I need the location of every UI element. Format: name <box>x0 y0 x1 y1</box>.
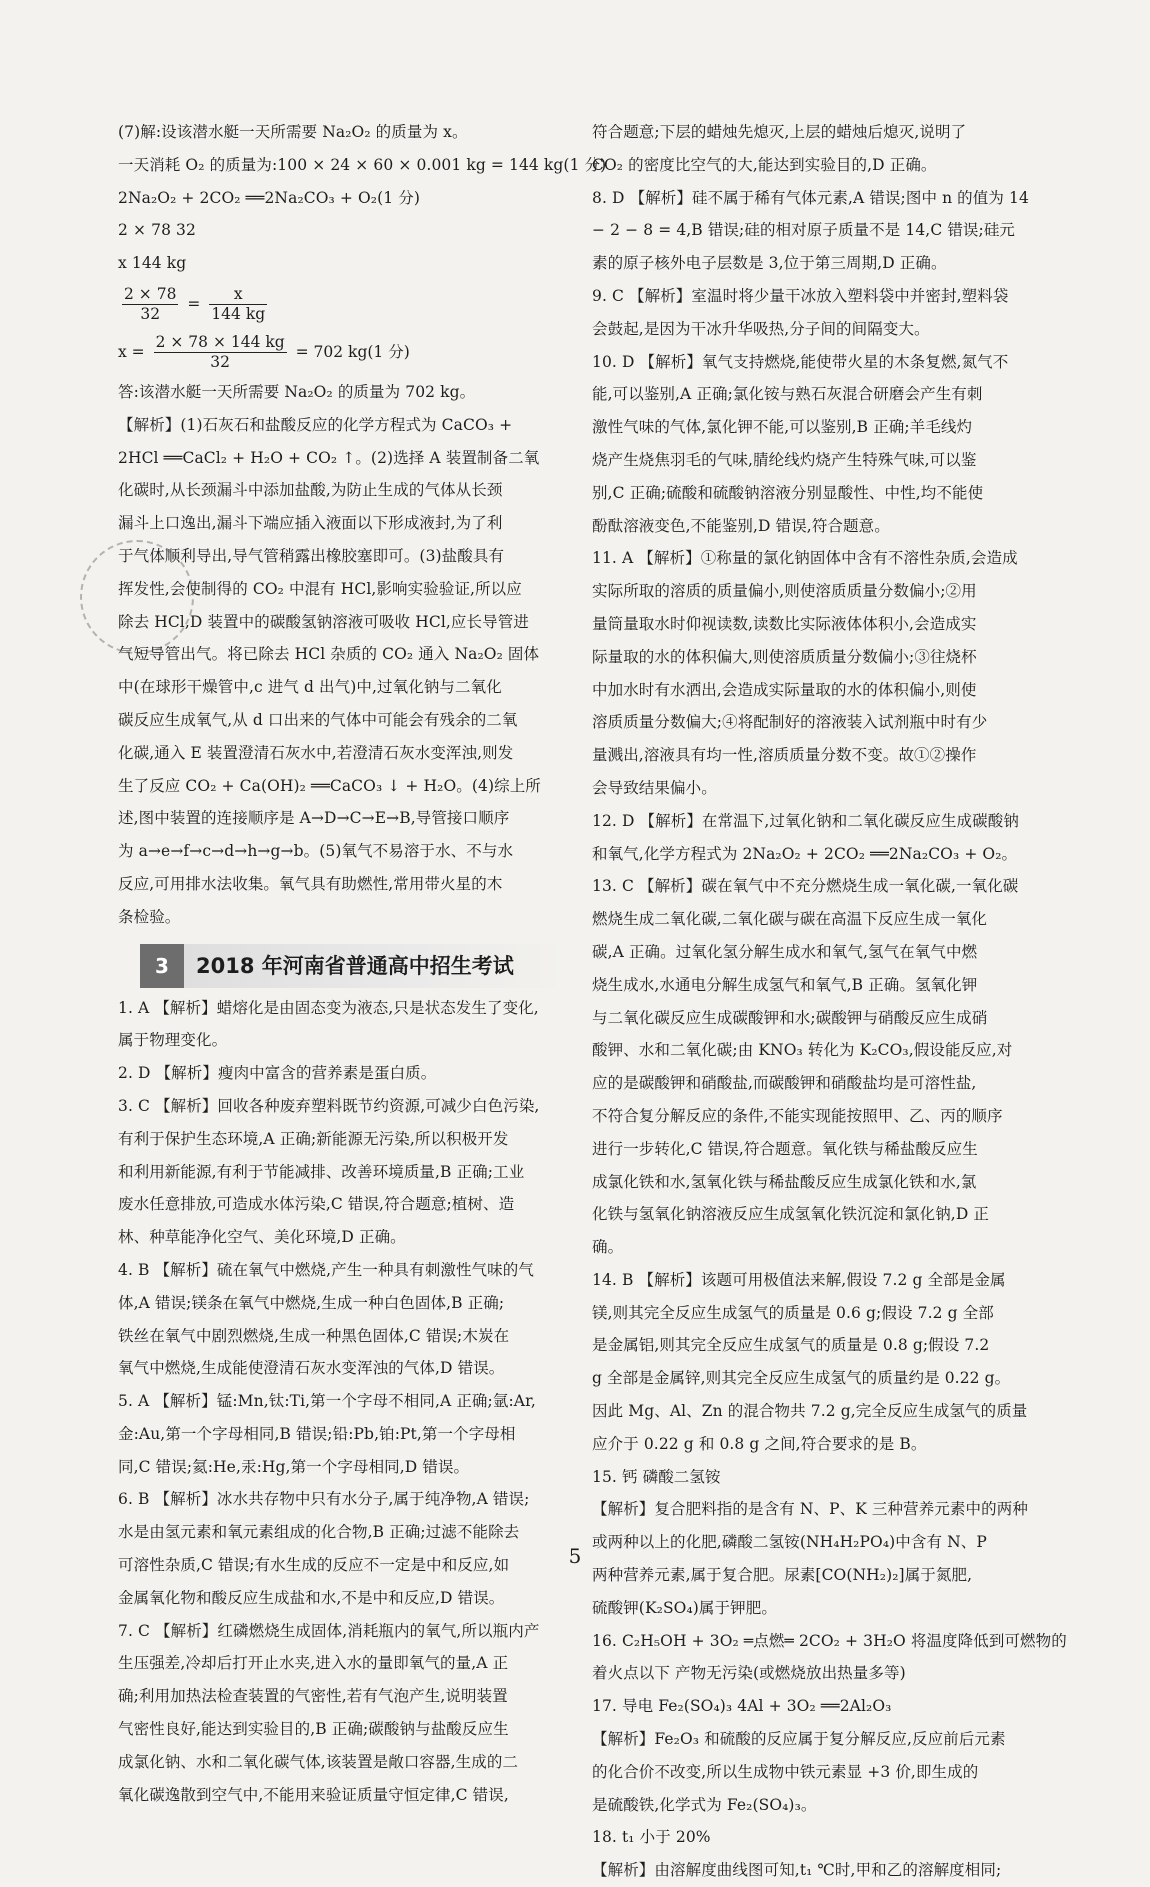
text-line: 气密性良好,能达到实验目的,B 正确;碳酸钠与盐酸反应生 <box>118 1720 509 1739</box>
text-line: 同,C 错误;氦:He,汞:Hg,第一个字母相同,D 错误。 <box>118 1457 470 1476</box>
text-line: 是金属铝,则其完全反应生成氢气的质量是 0.8 g;假设 7.2 <box>592 1336 990 1355</box>
solve-equation: x = $\frac{2 \times 78 \times 144 kg}{32}$ = 702 kg(1 分) <box>118 333 410 372</box>
section-number: 3 <box>140 944 184 988</box>
text-line: 4. B 【解析】硫在氧气中燃烧,产生一种具有刺激性气味的气 <box>118 1260 534 1279</box>
proportion-equation: $\frac{2 \times 78}{32}$ = $\frac{x}{144 kg}$ <box>124 285 266 324</box>
text-line: 1. A 【解析】蜡熔化是由固态变为液态,只是状态发生了变化, <box>118 998 539 1017</box>
text-line: 可溶性杂质,C 错误;有水生成的反应不一定是中和反应,如 <box>118 1556 510 1575</box>
text-line: 2. D 【解析】瘦肉中富含的营养素是蛋白质。 <box>118 1064 437 1083</box>
text-line: 条检验。 <box>118 907 181 926</box>
text-line: 金属氧化物和酸反应生成盐和水,不是中和反应,D 错误。 <box>118 1588 505 1607</box>
text-line: 12. D 【解析】在常温下,过氧化钠和二氧化碳反应生成碳酸钠 <box>592 811 1019 830</box>
text-line: 激性气味的气体,氯化钾不能,可以鉴别,B 正确;羊毛线灼 <box>592 418 973 437</box>
text-line: 8. D 【解析】硅不属于稀有气体元素,A 错误;图中 n 的值为 14 <box>592 188 1029 207</box>
text-line: 金:Au,第一个字母相同,B 错误;铅:Pb,铂:Pt,第一个字母相 <box>118 1424 516 1443</box>
fraction-left: $\frac{2 \times 78}{32}$ <box>124 285 177 324</box>
text-line: 量溅出,溶液具有均一性,溶质质量分数不变。故①②操作 <box>592 746 977 765</box>
text-line: 的化合价不改变,所以生成物中铁元素显 +3 价,即生成的 <box>592 1762 979 1781</box>
text-line: 除去 HCl,D 装置中的碳酸氢钠溶液可吸收 HCl,应长导管进 <box>118 612 529 631</box>
fraction-solve: $\frac{2 \times 78 \times 144 kg}{32}$ <box>155 333 285 372</box>
text-line: 11. A 【解析】①称量的氯化钠固体中含有不溶性杂质,会造成 <box>592 549 1018 568</box>
text-line: 【解析】(1)石灰石和盐酸反应的化学方程式为 CaCO₃ + <box>118 415 513 434</box>
text-line: 3. C 【解析】回收各种废弃塑料既节约资源,可减少白色污染, <box>118 1096 540 1115</box>
text-line: 10. D 【解析】氧气支持燃烧,能使带火星的木条复燃,氮气不 <box>592 352 1009 371</box>
text-line: 镁,则其完全反应生成氢气的质量是 0.6 g;假设 7.2 g 全部 <box>592 1303 994 1322</box>
text-line: 化碳时,从长颈漏斗中添加盐酸,为防止生成的气体从长颈 <box>118 481 503 500</box>
text-line: 应的是碳酸钾和硝酸盐,而碳酸钾和硝酸盐均是可溶性盐, <box>592 1074 977 1093</box>
text-line: 【解析】Fe₂O₃ 和硫酸的反应属于复分解反应,反应前后元素 <box>592 1730 1006 1749</box>
text-line: 会导致结果偏小。 <box>592 778 717 797</box>
text-line: 确。 <box>592 1238 624 1257</box>
text-line: 挥发性,会使制得的 CO₂ 中混有 HCl,影响实验验证,所以应 <box>118 579 522 598</box>
text-line: 【解析】复合肥料指的是含有 N、P、K 三种营养元素中的两种 <box>592 1500 1028 1519</box>
text-line: 应介于 0.22 g 和 0.8 g 之间,符合要求的是 B。 <box>592 1434 927 1453</box>
text-line: 中加水时有水洒出,会造成实际量取的水的体积偏小,则使 <box>592 680 977 699</box>
text-line: 溶质质量分数偏大;④将配制好的溶液装入试剂瓶中时有少 <box>592 713 988 732</box>
text-line: 7. C 【解析】红磷燃烧生成固体,消耗瓶内的氧气,所以瓶内产 <box>118 1621 540 1640</box>
text-line: 6. B 【解析】冰水共存物中只有水分子,属于纯净物,A 错误; <box>118 1490 530 1509</box>
text-line: 烧生成水,水通电分解生成氢气和氧气,B 正确。氢氧化钾 <box>592 975 978 994</box>
text-line: 因此 Mg、Al、Zn 的混合物共 7.2 g,完全反应生成氢气的质量 <box>592 1402 1028 1421</box>
text-line: 和利用新能源,有利于节能减排、改善环境质量,B 正确;工业 <box>118 1162 525 1181</box>
text-line: 反应,可用排水法收集。氧气具有助燃性,常用带火星的木 <box>118 874 503 893</box>
text-line: 答:该潜水艇一天所需要 Na₂O₂ 的质量为 702 kg。 <box>118 382 476 401</box>
text-line: 有利于保护生态环境,A 正确;新能源无污染,所以积极开发 <box>118 1129 509 1148</box>
section-title: 2018 年河南省普通高中招生考试 <box>196 953 514 978</box>
text-line: 不符合复分解反应的条件,不能实现能按照甲、乙、丙的顺序 <box>592 1106 1003 1125</box>
text-line: 16. C₂H₅OH + 3O₂ ═点燃═ 2CO₂ + 3H₂O 将温度降低到可燃物的 <box>592 1631 1067 1650</box>
text-line: 体,A 错误;镁条在氧气中燃烧,生成一种白色固体,B 正确; <box>118 1293 505 1312</box>
text-line: 属于物理变化。 <box>118 1031 228 1050</box>
solution-part-7 <box>118 116 607 280</box>
text-line: 别,C 正确;硫酸和硫酸钠溶液分别显酸性、中性,均不能使 <box>592 483 984 502</box>
text-line: 际量取的水的体积偏大,则使溶质质量分数偏小;③往烧杯 <box>592 647 977 666</box>
text-line: 2Na₂O₂ + 2CO₂ ══2Na₂CO₃ + O₂(1 分) <box>118 188 420 207</box>
text-line: 15. 钙 磷酸二氢铵 <box>592 1467 721 1486</box>
text-line: 一天消耗 O₂ 的质量为:100 × 24 × 60 × 0.001 kg = 144 kg(1 分) <box>118 155 607 174</box>
text-line: 林、种草能净化空气、美化环境,D 正确。 <box>118 1228 406 1247</box>
text-line: 酸钾、水和二氧化碳;由 KNO₃ 转化为 K₂CO₃,假设能反应,对 <box>592 1041 1013 1060</box>
section-header <box>140 944 568 988</box>
text-line: 气短导管出气。将已除去 HCl 杂质的 CO₂ 通入 Na₂O₂ 固体 <box>118 645 540 664</box>
text-line: 17. 导电 Fe₂(SO₄)₃ 4Al + 3O₂ ══2Al₂O₃ <box>592 1697 892 1716</box>
text-line: g 全部是金属锌,则其完全反应生成氢气的质量约是 0.22 g。 <box>592 1369 1011 1388</box>
answers-list-left <box>118 992 568 1812</box>
text-line: 氧化碳逸散到空气中,不能用来验证质量守恒定律,C 错误, <box>118 1785 509 1804</box>
text-line: 碳反应生成氧气,从 d 口出来的气体中可能会有残余的二氧 <box>118 710 518 729</box>
text-line: (7)解:设该潜水艇一天所需要 Na₂O₂ 的质量为 x。 <box>118 123 468 141</box>
text-line: 水是由氢元素和氧元素组成的化合物,B 正确;过滤不能除去 <box>118 1523 520 1542</box>
text-line: 为 a→e→f→c→d→h→g→b。(5)氧气不易溶于水、不与水 <box>118 842 514 861</box>
text-line: 废水任意排放,可造成水体污染,C 错误,符合题意;植树、造 <box>118 1195 515 1214</box>
text-line: 符合题意;下层的蜡烛先熄灭,上层的蜡烛后熄灭,说明了 <box>592 123 967 141</box>
text-line: 于气体顺利导出,导气管稍露出橡胶塞即可。(3)盐酸具有 <box>118 546 505 565</box>
text-line: 化铁与氢氧化钠溶液反应生成氢氧化铁沉淀和氯化钠,D 正 <box>592 1205 989 1224</box>
text-line: 5. A 【解析】锰:Mn,钛:Ti,第一个字母不相同,A 正确;氩:Ar, <box>118 1392 536 1411</box>
text-line: 与二氧化碳反应生成碳酸钾和水;碳酸钾与硝酸反应生成硝 <box>592 1008 988 1027</box>
text-line: 是硫酸铁,化学式为 Fe₂(SO₄)₃。 <box>592 1795 817 1814</box>
text-line: 素的原子核外电子层数是 3,位于第三周期,D 正确。 <box>592 254 947 273</box>
text-line: 酚酞溶液变色,不能鉴别,D 错误,符合题意。 <box>592 516 890 535</box>
text-line: 述,图中装置的连接顺序是 A→D→C→E→B,导管接口顺序 <box>118 809 510 828</box>
text-line: 2HCl ══CaCl₂ + H₂O + CO₂ ↑。(2)选择 A 装置制备二氧 <box>118 448 540 467</box>
text-line: 能,可以鉴别,A 正确;氯化铵与熟石灰混合研磨会产生有刺 <box>592 385 983 404</box>
text-line: 【解析】由溶解度曲线图可知,t₁ ℃时,甲和乙的溶解度相同; <box>592 1861 1002 1880</box>
text-line: 着火点以下 产物无污染(或燃烧放出热量多等) <box>592 1664 906 1683</box>
text-line: 量筒量取水时仰视读数,读数比实际液体体积小,会造成实 <box>592 614 977 633</box>
text-line: 2 × 78 32 <box>118 221 196 240</box>
answers-list-right <box>592 116 1067 1887</box>
right-column <box>592 116 1067 1887</box>
text-line: 实际所取的溶质的质量偏小,则使溶质质量分数偏小;②用 <box>592 582 977 601</box>
text-line: 18. t₁ 小于 20% <box>592 1828 711 1847</box>
text-line: CO₂ 的密度比空气的大,能达到实验目的,D 正确。 <box>592 155 937 174</box>
text-line: 铁丝在氧气中剧烈燃烧,生成一种黑色固体,C 错误;木炭在 <box>118 1326 510 1345</box>
text-line: 13. C 【解析】碳在氧气中不充分燃烧生成一氧化碳,一氧化碳 <box>592 877 1019 896</box>
text-line: 生压强差,冷却后打开止水夹,进入水的量即氧气的量,A 正 <box>118 1654 509 1673</box>
text-line: 燃烧生成二氧化碳,二氧化碳与碳在高温下反应生成一氧化 <box>592 910 988 929</box>
text-line: 和氧气,化学方程式为 2Na₂O₂ + 2CO₂ ══2Na₂CO₃ + O₂。 <box>592 844 1018 863</box>
text-line: 成氯化钠、水和二氧化碳气体,该装置是敞口容器,生成的二 <box>118 1752 519 1771</box>
analysis-part-7 <box>118 376 568 934</box>
text-line: 会鼓起,是因为干冰升华吸热,分子间的间隔变大。 <box>592 319 930 338</box>
fraction-right: $\frac{x}{144 kg}$ <box>211 285 266 324</box>
text-line: 碳,A 正确。过氧化氢分解生成水和氧气,氢气在氧气中燃 <box>592 942 978 961</box>
text-line: 成氯化铁和水,氢氧化铁与稀盐酸反应生成氯化铁和水,氯 <box>592 1172 977 1191</box>
text-line: 漏斗上口逸出,漏斗下端应插入液面以下形成液封,为了利 <box>118 514 503 533</box>
text-line: 两种营养元素,属于复合肥。尿素[CO(NH₂)₂]属于氮肥, <box>592 1566 973 1585</box>
text-line: 烧产生烧焦羽毛的气味,腈纶线灼烧产生特殊气味,可以鉴 <box>592 450 977 469</box>
text-line: 生了反应 CO₂ + Ca(OH)₂ ══CaCO₃ ↓ + H₂O。(4)综上所 <box>118 776 541 795</box>
text-line: − 2 − 8 = 4,B 错误;硅的相对原子质量不是 14,C 错误;硅元 <box>592 221 1016 240</box>
text-line: 或两种以上的化肥,磷酸二氢铵(NH₄H₂PO₄)中含有 N、P <box>592 1533 987 1552</box>
text-line: x 144 kg <box>118 254 187 273</box>
page-number: 5 <box>568 1544 582 1568</box>
text-line: 9. C 【解析】室温时将少量干冰放入塑料袋中并密封,塑料袋 <box>592 286 1009 305</box>
text-line: 确;利用加热法检查装置的气密性,若有气泡产生,说明装置 <box>118 1687 508 1706</box>
text-line: 硫酸钾(K₂SO₄)属于钾肥。 <box>592 1598 777 1617</box>
text-line: 14. B 【解析】该题可用极值法来解,假设 7.2 g 全部是金属 <box>592 1270 1006 1289</box>
text-line: 进行一步转化,C 错误,符合题意。氧化铁与稀盐酸反应生 <box>592 1139 978 1158</box>
text-line: 氧气中燃烧,生成能使澄清石灰水变浑浊的气体,D 错误。 <box>118 1359 505 1378</box>
text-line: 化碳,通入 E 装置澄清石灰水中,若澄清石灰水变浑浊,则发 <box>118 743 514 762</box>
text-line: 中(在球形干燥管中,c 进气 d 出气)中,过氧化钠与二氧化 <box>118 678 502 697</box>
